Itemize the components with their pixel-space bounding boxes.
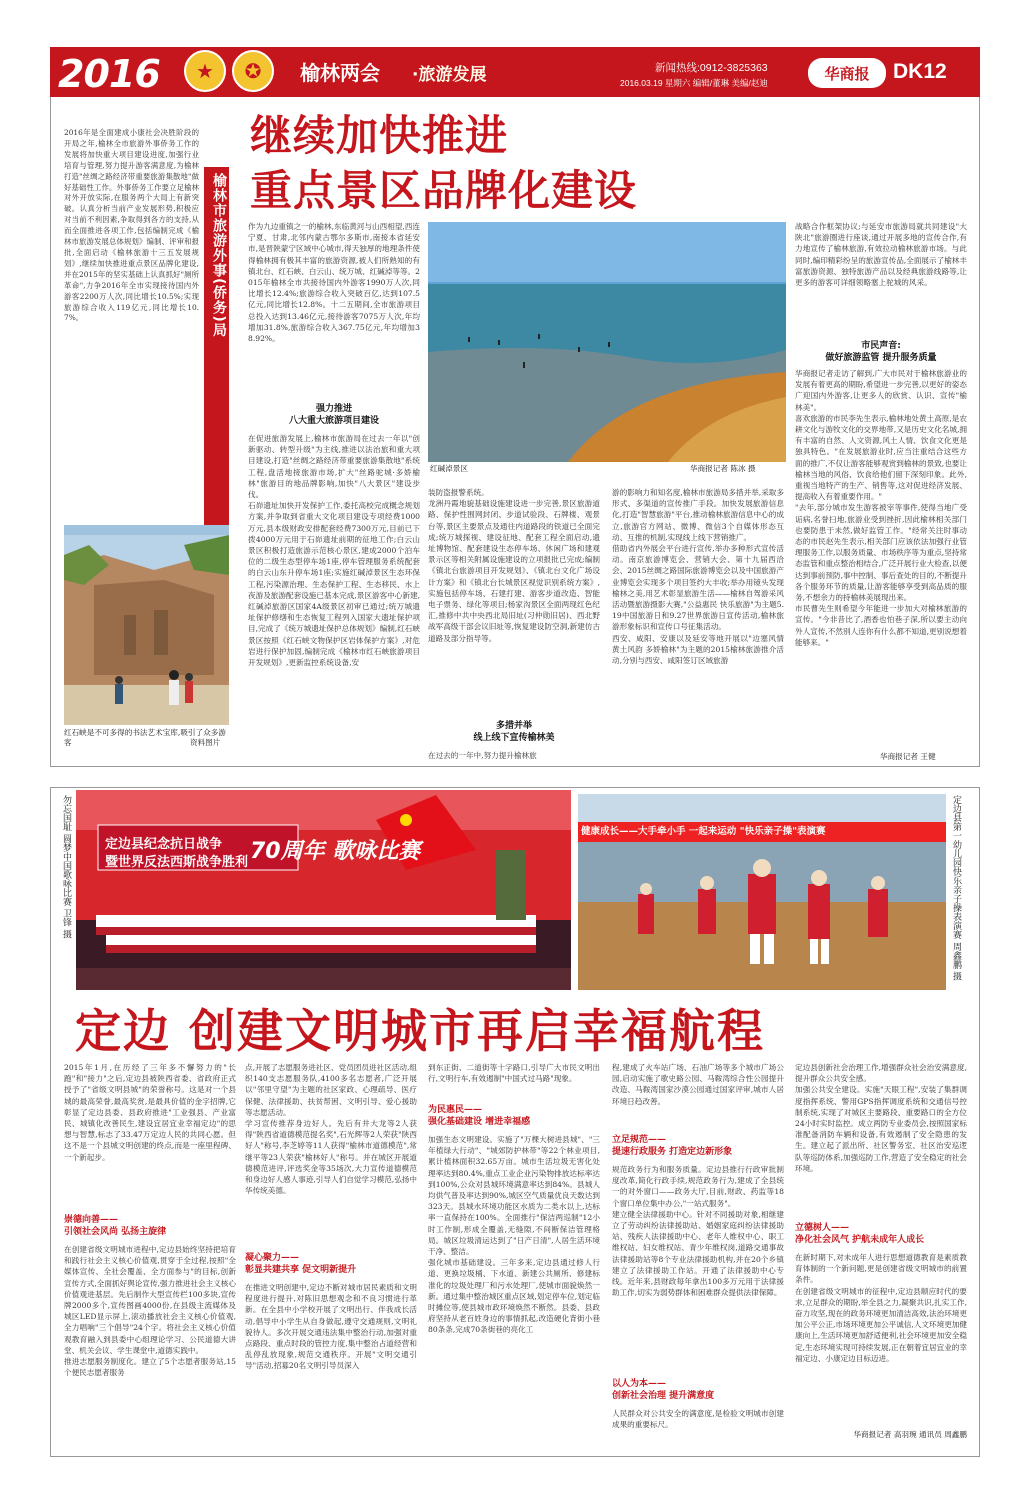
bottom-headline: 定边 创建文明城市再启幸福航程 — [75, 1004, 766, 1058]
photo-hongshixia-credit: 资料图片 — [190, 738, 221, 747]
col3-text-a: 游的影响力和知名度,榆林市旅游局多措并举,采取多形式、多渠道的宣传推广手段。加快发展旅游信息化,打造"智慧旅游"平台,推动榆林旅游信息中心的成立,旅游官方网站、微博、微信3个自媒体形态互动、互推的机制,实现线上线下营销推广。 借助省内外展会平台进行宣传,举办多种形式宣传活动。南京旅游博览会、营销大会、第十九届西洽会、2015丝绸之路国际旅游博览会以及中国旅游产业博览会实现多个项目签约大丰收;举办用镜头发现榆林之美,用艺术彰显旅游生活——榆林自驾游采风活动暨旅游摄影大赛,"公益惠民 快乐旅游"为主题5.19中国旅游日和9.27世界旅游日宣传活动,榆林旅游形象标识和宣传口号征集活动。 西安、咸阳、安康以及延安等地开展以"边塞风情 黄土风韵 多娇榆林"为主题的2015榆林旅游推介活动,分别与西安、咸阳签订区域旅游 — [612, 488, 784, 666]
photo-kindergarten-caption: 定边县第一幼儿园快乐亲子操表演赛 周鑫鹏 摄 — [951, 795, 961, 981]
photo-hongjiannao — [428, 222, 786, 462]
bottom-col-d2: 规范政务行为和服务质量。定边县推行行政审批制度改革,简化行政手续,规范政务行为,建成了全县统一的对外窗口——政务大厅,目前,财政、药监等18个窗口单位集中办公,"一站式服务"。 建立健全法律援助中心。针对不同援助对象,相继建立了劳动纠纷法律援助站、婚姻家庭纠纷法律援助站、残疾人法律援助中心、老年人维权中心、职工维权站、妇女维权站、青少年维权岗,道路交通事故法律援助站等8个专业法律援助机构,并在20个乡镇建立了法律援助工作站。开通了法律援助中心专线。近年来,县财政每年拿出100多万元用于法律援助工作,切实为弱势群体和困难群众提供法律保障。 — [612, 1165, 784, 1298]
news-hotline: 新闻热线:0912-3825363 — [655, 62, 768, 74]
bottom-col-c1: 到东正街、二道街等十字路口,引导广大市民文明出行,文明行车,有效遏制"中国式过马路"现象。 — [428, 1063, 600, 1084]
bottom-byline: 华商报记者 高羽琬 通讯员 周鑫鹏 — [853, 1430, 967, 1439]
banner-text-1: 定边县纪念抗日战争 — [105, 837, 223, 852]
national-emblem-icon: ★ — [184, 50, 226, 92]
subhead-eight-projects: 强力推进 八大重大旅游项目建设 — [288, 404, 379, 426]
subhead-citizen-voice: 市民声音: 做好旅游监管 提升服务质量 — [825, 341, 937, 363]
bottom-col-b1: 点,开展了志愿服务进社区、党员团员进社区活动,组织140支志愿服务队,4100多名志愿者,广泛开展以"邻里守望"为主题的社区家政、心理疏导、医疗保健、法律援助、扶贫帮困、文明引导、爱心援助等志愿活动。 学习宣传推荐身边好人。先后有井大龙等2人获得"陕西省道德模范提名奖",石光辉等2人荣获"陕西好人"称号,李芝婷等11人获得"榆林市道德模范",常继平等23人荣获"榆林好人"称号。并在城区开展道德模范进评,评选奖金等35场次,大力宣传道德模范和身边好人感人事迹,引导人们自觉学习模范,弘扬中华传统美德。 — [245, 1063, 417, 1196]
col2-text-b: 在过去的一年中,努力提升榆林旅 — [428, 751, 537, 760]
intro-text: 2016年是全面建成小康社会决胜阶段的开局之年,榆林全市旅游外事侨务工作的发展将加快重大项目建设进度,加强行业培育与管理,努力提升游客满意度,为榆林打造"丝绸之路经济带重要旅游集散地"做好基础性工作。外事侨务工作要立足榆林对外开放实际,在服务两个大局上有新突破。认真分析当前产业发展形势,积极应对当前不利因素,争取得到各方的支持,从而全面推进各项工作,包括编制完成《榆林市旅游发展总体规划》编制、评审和报批,全面启动《榆林旅游十三五发展规划》,继续加快推进重点景区品牌化建设,并在2015年的坚实基础上认真抓好"厕所革命",力争2016年全市实现接待国内外游客2200万人次,同比增长10.5%;实现旅游综合收入119亿元,同比增长10.7%。 — [64, 128, 199, 323]
section-title: 榆林两会 — [300, 61, 380, 85]
bottom-col-d1: 程,建成了火车站广场、石油广场等多个城市广场公园,启动实施了歌史路公园、马鞍湾综合性公园提升改造、马鞍湾国家沙漠公园通过国家评审,城市人居环境日趋改善。 — [612, 1063, 784, 1106]
photo-singing-caption: 勿忘国耻 圆梦中国歌咏比赛 卫锋 摄 — [61, 795, 71, 939]
bottom-col-c2: 加强生态文明建设。实施了"万棵大树进县城"、"三年植绿大行动"、"城郊防护林带"等22个林业项目,累计植林面积32.65万亩。城市生活垃圾无害化处理率达到80.4%,重点工业企业污染物排放达标率达到100%,公众对县城环境满意率达到84%。县城人均供气普及率达到90%,城区空气质量优良天数达到323天。县城水环境功能区水质为二类水以上,达标率一直保持在100%。全面推行"保洁两巡制"12小时工作制,形成全覆盖,无缝隙,不间断保洁管理格局。城区垃圾清运达到了"日产日清",人居生活环境干净、整洁。 强化城市基础建设。三年多来,定边县通过修人行道、更换垃圾桶、下水道、新建公共厕所、修建标准化的垃圾处理厂和污水处理厂,使城市面貌焕然一新。通过集中整治城区重点区域,划定停车位,划定临时摊位等,使县城市政环境焕然不断然。县委、县政府坚持从老百姓身边的事情抓起,改造硬化背街小巷80条条,完成70条街巷的亮化工 — [428, 1135, 600, 1335]
subhead-youth: 立德树人—— 净化社会风气 护航未成年人成长 — [795, 1223, 925, 1245]
section-subtitle: ·旅游发展 — [412, 65, 487, 85]
bottom-col-e1: 定边县创新社会治理工作,增强群众社会治安满意度,提升群众公共安全感。 加强公共安全建设。实施"天眼工程",安装了集群调度指挥系统、警用GPS指挥调度系统和交通信号控制系统,实现了对城区主要路段、重要路口的全方位24小时实时监控。成立两防专业委员会,按照国家标准配备消防车辆和设备,有效遏制了安全隐患的发生。建立起了派出所、社区警务室、社区治安巡逻队等巡防体系,加强巡防工作,营造了安全稳定的社会环境。 — [795, 1063, 967, 1173]
page-number: DK12 — [893, 60, 947, 83]
subhead-promotion: 多措并举 线上线下宣传榆林美 — [473, 721, 555, 743]
banner-text-2: 暨世界反法西斯战争胜利 — [105, 855, 249, 870]
sidebar-bureau-label: 榆林市旅游外事(侨务)局 — [204, 167, 229, 547]
top-headline-line2: 重点景区品牌化建设 — [250, 166, 638, 215]
bottom-col-a2: 在创建省级文明城市进程中,定边县始终坚持把培育和践行社会主义核心价值观,贯穿于全过程,按照"全媒体宣传、全社会覆盖、全方面参与"的目标,创新宣传方式,全面抓好舆论宣传,强力推进社会主义核心价值观进基层。先后制作大型宣传栏100多块,宣传牌2000多个,宣传图画4000份,在县级主流媒体及城区LED显示屏上,滚动播放社会主义核心价值观,全力唱响"三个倡导"24个字。将社会主义核心价值观教育融入到县委中心组理论学习、公民道德大讲堂、机关会议、学生课堂中,道德实践中。 推进志愿服务制度化。建立了5个志愿者服务站,15个便民志愿者服务 — [64, 1245, 236, 1378]
banner-70-anniversary: 70周年 歌咏比赛 — [250, 839, 421, 864]
top-headline-line1: 继续加快推进 — [250, 111, 509, 160]
photo-singing-contest — [76, 790, 571, 990]
col4-text-a: 战略合作框架协议;与延安市旅游局就共同建设"大陕北"旅游圈进行座谈,通过开展多地的宣传合作,有力地宣传了榆林旅游,有效拉动榆林旅游市场。与此同时,编印精彩纷呈的旅游宣传品,全面展示了榆林丰富旅游资源、独特旅游产品以及经典旅游线路等,让更多的游客可详细领略塞上驼城的风采。 — [795, 222, 967, 288]
newspaper-logo: 华商报 — [808, 58, 886, 88]
cppcc-emblem-icon: ✪ — [232, 50, 274, 92]
photo-hongjiannao-caption-left: 红碱淖景区 — [430, 464, 468, 473]
kindergarten-banner: 健康成长——大手牵小手 一起来运动 "快乐亲子操"表演赛 — [581, 826, 826, 837]
col2-text-a: 装防盗报警系统。 龙洲丹霞地貌基础设施建设进一步完善,景区旅游道路、保护性围网封闭、步道试验段、石牌楼、观景台等,景区主要景点及通往内道路段的铁道已全面完成;统万城探视、建设征地、配套工程全面启动,遗址博物馆、配套建设生态停车场、休闲广场和建观景示区等相关附属设施建设的立项报批已完成;编制《镇北台旅游项目开发规划》、《镇北台文化广场设计方案》和《镇北台长城景区视觉识别系统方案》,实施包括停车场、石建打建、游客步道改造、智能电子票务、绿化等项目;杨家沟景区全面两现红色纪汇,推修中共中央西北局旧址(习仲勋旧居)、西北野战军高级干部会议旧址等,恢复建设防空洞,新建仿古道路及部分指导等。 — [428, 488, 600, 643]
bottom-col-e2: 在新时期下,对未成年人进行思想道德教育是素质教育体制的一个新问题,更是创建省级文明城市的前置条件。 在创建省级文明城市的征程中,定边县顺应时代的要求,立足群众的期盼,举全县之力,凝聚共识,扎实工作,奋力攻坚,现在的政务环境更加清洁高效,法治环境更加公平公正,市场环境更加公平诚信,人文环境更加健康向上,生活环境更加舒适便利,社会环境更加安全稳定,生态环境实现可持续发展,正在朝着宜居宜业的幸福定边、小康定边目标迈进。 — [795, 1253, 967, 1363]
subhead-benefit: 为民惠民—— 强化基础建设 增进幸福感 — [428, 1105, 531, 1127]
photo-hongshixia — [64, 525, 229, 725]
col1-text-b: 在促进旅游发展上,榆林市旅游局在过去一年以"创新驱动、转型升级"为主线,推进以法治旅和重大项目建设,打造"丝绸之路经济带重要旅游集散地"系统工程,盘活地接旅游市场,扩大"丝路驼城·多娇榆林"旅游目的地品牌影响,加快"八大景区"建设步伐。 石峁遗址加快开发保护工作,委托高校完成概念规划方案,并争取到省重大文化项目建设专项经费1000万元,县本级财政安排配套经费7300万元,目前已下拨4000万元用于石峁遗址前期的征地工作;白云山景区积极打造旅游示范核心景区,建成2000个泊车位的二级生态型停车场1座,停车管理服务系统配套的白云山东升停车场1座;实施红碱淖景区生态环保工程,污染源治理、生态保护工程、生态移民、水上夜游及旅游配套设施已基本完成,景区游客中心新建,红碱淖旅游区国家4A级景区初审已通过;统万城遗址保护修缮和生态恢复工程列入国家大遗址保护项目,完成了《统万城遗址保护总体规划》编制,红石峡景区按照《红石峡文物保护区岩体保护方案》,对危岩进行保护加固,编制完成《榆林市红石峡旅游项目开发规划》,更新监控系统设备,安 — [248, 434, 420, 668]
subhead-virtue: 崇德向善—— 引领社会风尚 弘扬主旋律 — [64, 1215, 167, 1237]
bottom-col-d3: 人民群众对公共安全的满意度,是检验文明城市创建成果的重要标尺。 — [612, 1409, 784, 1430]
top-byline: 华商报记者 王健 — [880, 752, 936, 761]
col1-text-a: 作为九边重镇之一的榆林,东临黄河与山西相望,西连宁夏、甘肃,北邻内蒙古鄂尔多斯市,南接本省延安市,是晋陕蒙宁区域中心城市,得天独厚的地理条件使得榆林拥有极其丰富的旅游资源,被人们所熟知的有镇北台、红石峡、白云山、统万城、红碱淖等等。2015年榆林全市共接待国内外游客1990万人次,同比增长12.4%;旅游综合收入突破百亿,达到107.5亿元,同比增长12.8%。十二五期间,全市旅游项目总投入达到13.46亿元,接待游客7075万人次,年均增加31.8%,旅游综合收入367.75亿元,年均增加38.92%。 — [248, 222, 420, 344]
photo-hongjiannao-caption-right: 华商报记者 陈冰 摄 — [690, 464, 756, 473]
photo-hongshixia-caption: 红石峡是不可多得的书法艺术宝库,吸引了众多游客 — [64, 728, 226, 747]
col4-text-b: 华商报记者走访了解到,广大市民对于榆林旅游业的发展有着更高的期盼,希望进一步完善,以更好的姿态广迎国内外游客,让更多人的欣赏、认识、宣传"榆林美"。 喜欢旅游的市民李先生表示,榆林地处黄土高原,是农耕文化与游牧文化的交界地带,又是历史文化名城,拥有丰富的自然、人文资源,风土人情、饮食文化更是独具特色。"在发展旅游业时,应当注重结合这些方面的推广,不仅让游客能够观赏到榆林的景致,也要让榆林当地的风俗、饮食给他们留下深刻印象。此外,重视当地特产的生产、销售等,这对促进经济发展、提高收入有着重要作用。" "去年,部分城市发生游客被宰等事件,使得当地广受诟病,名誉扫地,旅游业受到挫折,因此榆林相关部门也要防患于未然,做好监管工作。"经常关注时事动态的市民赵先生表示,相关部门应该依法加强行业管理服务工作,以服务质量、市场秩序等为重点,坚持常态监管和重点整治相结合,广泛开展行业大检查,以便达到事前预防,事中控制、事后查处的目的,不断提升各个服务环节的质量,让游客能够享受到高品质的服务,不想余力的持榆林美展现出来。 市民曹先生则希望今年能进一步加大对榆林旅游的宣传。"今非昔比了,酒香也怕巷子深,所以要主动向外人宣传,不然别人连你有什么都不知道,更别说想着能够来。" — [795, 369, 967, 647]
subhead-unity: 凝心聚力—— 彰显共建共享 促文明新提升 — [245, 1253, 357, 1275]
year-label: 2016 — [58, 52, 160, 96]
bottom-col-b2: 在推进文明创建中,定边不断对城市居民素质和文明程度进行提升,对陈旧思想观念和不良习惯进行革新。在全县中小学校开展了文明出行、伴我成长活动,倡导中小学生从自身做起,遵守交通规则,文明礼貌待人。多次开展交通违法集中整治行动,加强对重点路段、重点时段的管控力度,集中整治占道经营和乱停乱放现象,规范交通秩序。开展"文明交通引导"活动,招募20名文明引导员深入 — [245, 1283, 417, 1371]
bottom-col-a1: 2015年1月,在历经了三年多不懈努力的"长跑"和"接力"之后,定边县被陕西省委、省政府正式授予了"省级文明县城"的荣誉称号。这是对一个县城的最高荣誉,最高奖赏,是最具价值的金字招牌,它彰显了定边县委、县政府推进"工业强县、产业富民、城镇化改善民生,建设宜居宜业幸福定边"的思想与智慧,标志了33.47万定边人民的共同心愿。但这不是一个县城文明创建的终点,而是一座里程碑、一个新起步。 — [64, 1063, 236, 1162]
subhead-norms: 立足规范—— 提速行政服务 打造定边新形象 — [612, 1135, 733, 1157]
issue-meta: 2016.03.19 星期六 编辑/董琳 美编/赵迪 — [620, 78, 768, 88]
subhead-people: 以人为本—— 创新社会治理 提升满意度 — [612, 1379, 715, 1401]
